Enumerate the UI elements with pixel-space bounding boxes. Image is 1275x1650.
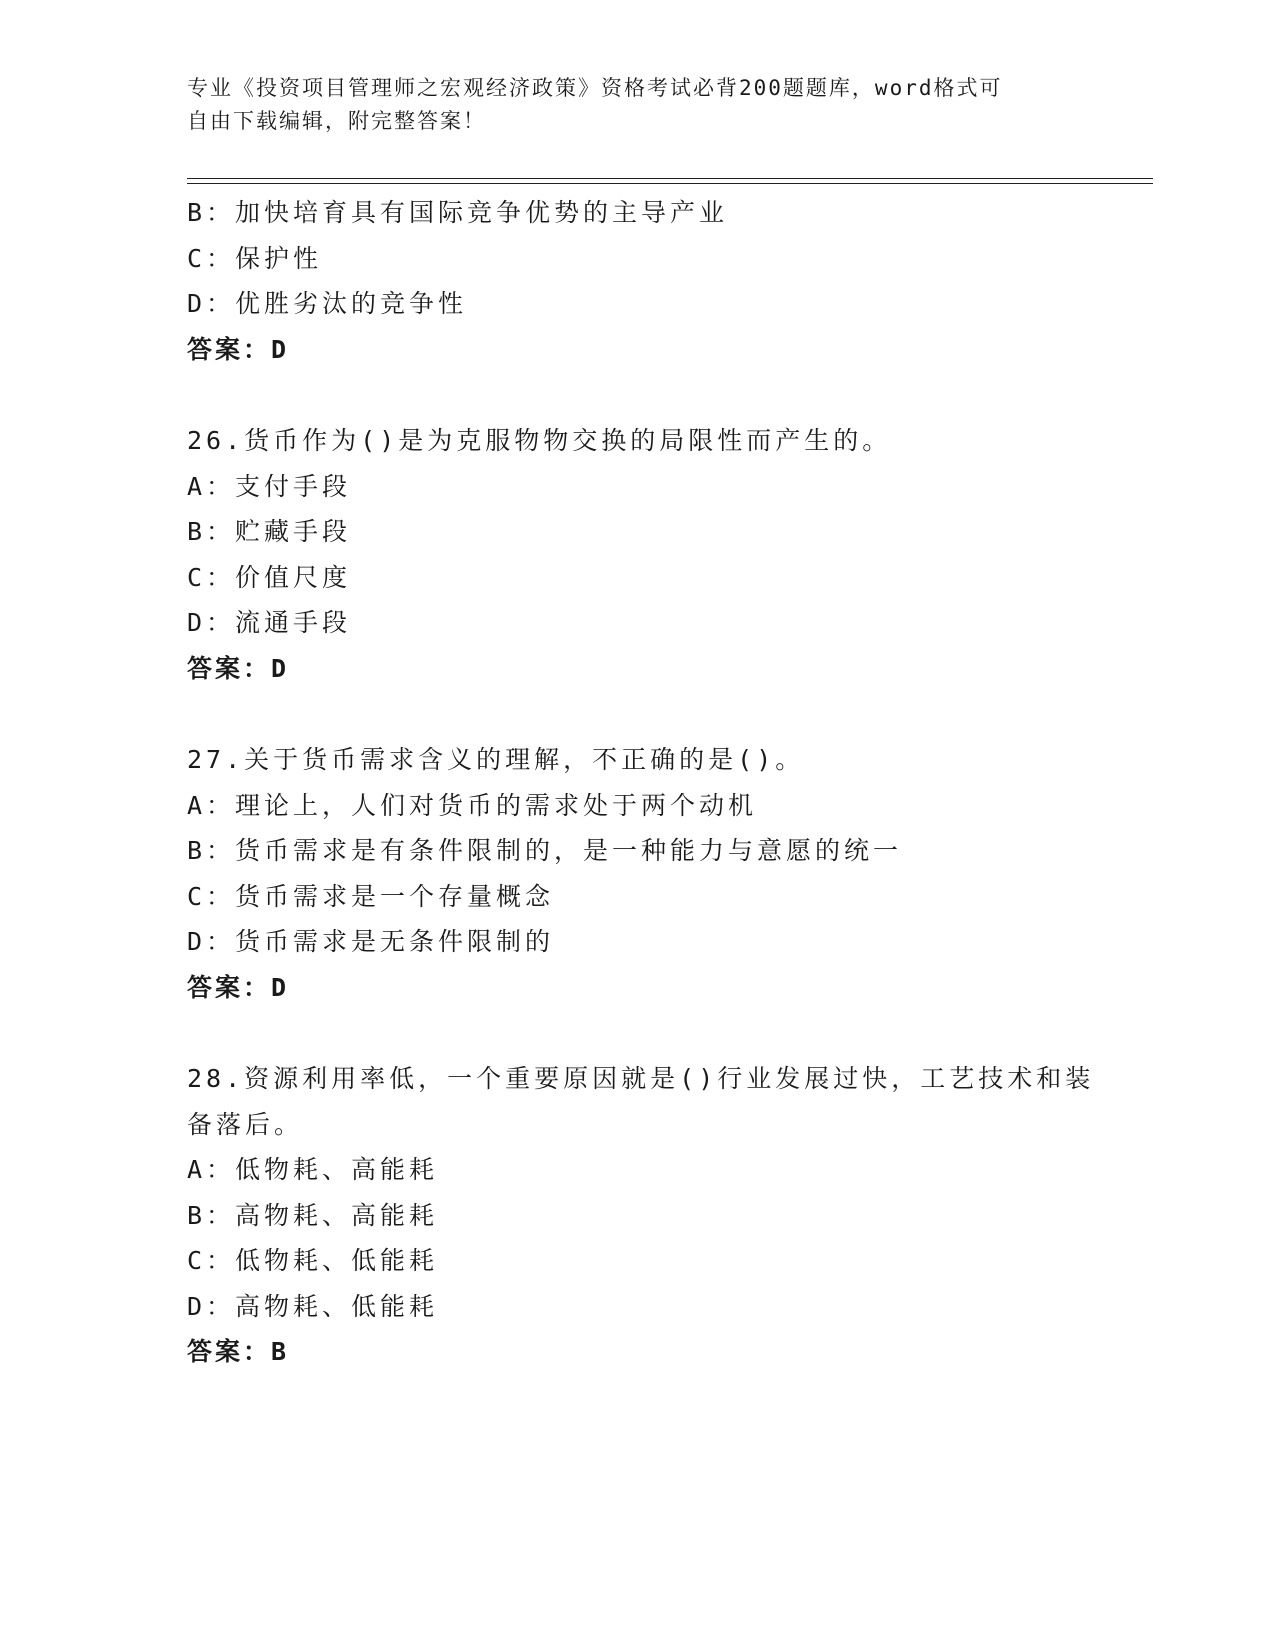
option-a: A：支付手段 xyxy=(187,471,352,501)
answer-line: 答案：D xyxy=(187,334,290,364)
option-b: B：高物耗、高能耗 xyxy=(187,1200,439,1230)
header-title-line-2: 自由下载编辑，附完整答案！ xyxy=(187,109,486,133)
option-c: C：价值尺度 xyxy=(187,562,352,592)
question-stem: 27.关于货币需求含义的理解，不正确的是()。 xyxy=(187,745,805,774)
question-26 xyxy=(187,418,1087,691)
option-d: D：高物耗、低能耗 xyxy=(187,1291,439,1321)
spacer xyxy=(187,691,1087,737)
question-stem: 26.货币作为()是为克服物物交换的局限性而产生的。 xyxy=(187,426,892,455)
header-title-line-1: 专业《投资项目管理师之宏观经济政策》资格考试必背200题题库，word格式可 xyxy=(187,76,1003,100)
spacer xyxy=(187,1010,1087,1056)
option-b: B：货币需求是有条件限制的，是一种能力与意愿的统一 xyxy=(187,836,903,865)
option-a: A：低物耗、高能耗 xyxy=(187,1155,439,1184)
header-divider-top xyxy=(187,178,1153,179)
option-b: B：贮藏手段 xyxy=(187,517,352,546)
question-stem-line-2: 备落后。 xyxy=(187,1109,304,1139)
question-stem-line-1: 28.资源利用率低，一个重要原因就是()行业发展过快，工艺技术和装 xyxy=(187,1064,1095,1093)
document-header xyxy=(187,72,1067,138)
question-list xyxy=(187,190,1095,1375)
option-d: D：流通手段 xyxy=(187,608,352,637)
option-d: D：货币需求是无条件限制的 xyxy=(187,927,555,956)
header-divider-bottom xyxy=(187,183,1153,184)
answer-line: 答案：B xyxy=(187,1337,290,1366)
option-c: C：货币需求是一个存量概念 xyxy=(187,881,555,911)
question-25-continuation xyxy=(187,190,1087,372)
answer-line: 答案：D xyxy=(187,653,290,683)
option-c: C：低物耗、低能耗 xyxy=(187,1246,439,1275)
option-b: B：加快培育具有国际竞争优势的主导产业 xyxy=(187,198,729,227)
question-27 xyxy=(187,737,1087,1010)
option-d: D：优胜劣汰的竞争性 xyxy=(187,289,468,318)
option-c: C：保护性 xyxy=(187,243,323,273)
spacer xyxy=(187,372,1087,418)
option-a: A：理论上，人们对货币的需求处于两个动机 xyxy=(187,790,758,820)
answer-line: 答案：D xyxy=(187,972,290,1002)
question-28 xyxy=(187,1056,1095,1375)
